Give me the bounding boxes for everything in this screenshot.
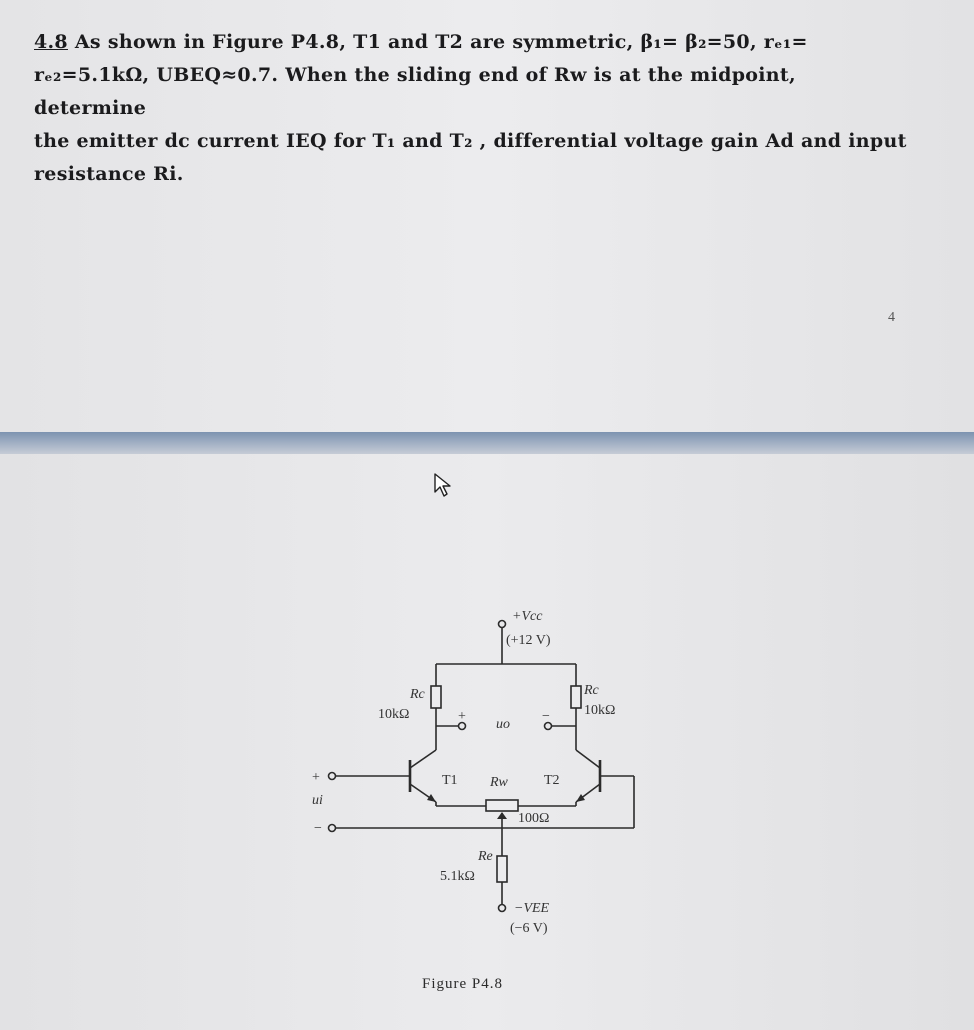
- rc-right-label: Rc: [584, 683, 599, 698]
- circuit-diagram: [290, 600, 670, 940]
- problem-line-1: As shown in Figure P4.8, T1 and T2 are symmetric, β₁= β₂=50, rₑ₁=: [67, 31, 808, 53]
- vee-label: −VEE: [514, 901, 550, 916]
- ui-minus: −: [314, 821, 322, 836]
- uo-label: uo: [496, 717, 510, 732]
- rc-left-value: 10kΩ: [378, 707, 410, 722]
- problem-line-2: rₑ₂=5.1kΩ, UBEQ≈0.7. When the sliding end of Rw is at the midpoint, determine: [34, 64, 796, 119]
- rw-label: Rw: [490, 775, 508, 790]
- t2-label: T2: [544, 773, 560, 788]
- rc-left-label: Rc: [410, 687, 425, 702]
- figure-caption: Figure P4.8: [422, 976, 504, 992]
- problem-line-4: resistance Ri.: [34, 163, 184, 185]
- ui-plus: +: [312, 770, 320, 785]
- problem-line-3: the emitter dc current IEQ for T₁ and T₂ , differential voltage gain Ad and input: [34, 130, 907, 152]
- uo-minus: −: [542, 709, 550, 724]
- vee-value: (−6 V): [510, 921, 548, 936]
- mouse-pointer-icon: [432, 472, 456, 498]
- page-divider: [0, 432, 974, 454]
- rc-right-value: 10kΩ: [584, 703, 616, 718]
- re-value: 5.1kΩ: [440, 869, 475, 884]
- page-number: 4: [888, 310, 895, 325]
- ui-label: ui: [312, 793, 323, 808]
- problem-number: 4.8: [34, 31, 68, 53]
- re-label: Re: [478, 849, 493, 864]
- t1-label: T1: [442, 773, 458, 788]
- uo-plus: +: [458, 709, 466, 724]
- vcc-value: (+12 V): [506, 633, 551, 648]
- vcc-label: +Vcc: [512, 609, 543, 624]
- problem-statement: [34, 26, 914, 191]
- rw-value: 100Ω: [518, 811, 550, 826]
